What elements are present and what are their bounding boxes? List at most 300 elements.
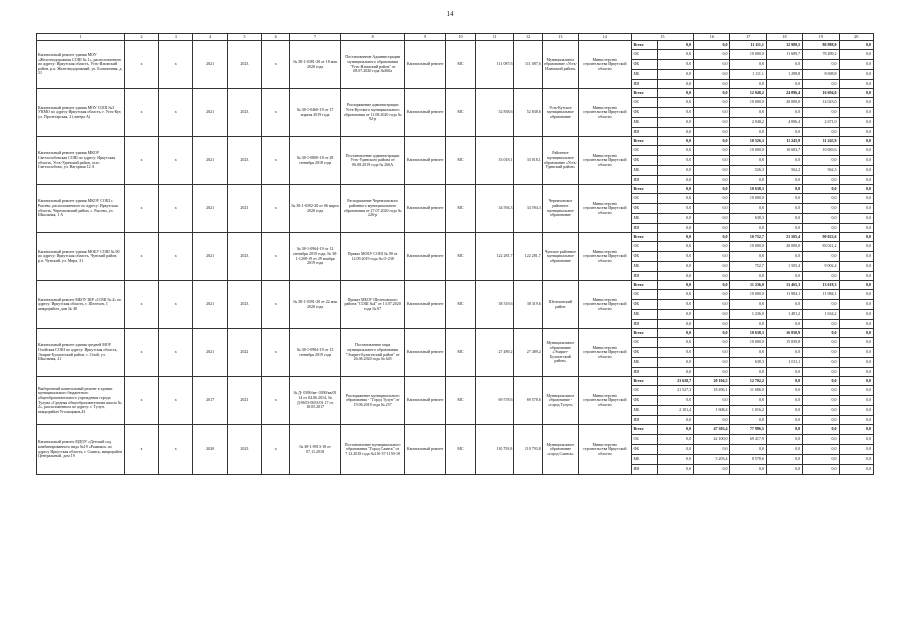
amount-cell: 0,0 [766,386,802,396]
amount-cell: 0,0 [839,396,873,406]
amount-cell: 0,0 [657,300,693,310]
funding-source-label: ОБ [631,290,657,300]
amount-cell: 2 671,0 [803,118,839,128]
project-c2-cell: x [124,377,158,425]
project-c12-cell: 110 793,8 [514,425,542,475]
amount-cell: 0,0 [839,252,873,262]
amount-cell: 0,0 [839,233,873,242]
project-c2-cell: x [124,281,158,329]
funding-source-label: МБ [631,70,657,80]
amount-cell: 0,0 [730,156,766,166]
table-row [37,233,874,242]
amount-cell: 638,3 [730,214,766,224]
funding-source-label: ОБ [631,242,657,252]
funding-source-label: ФБ [631,396,657,406]
project-c14-cell: Министерство строительства Иркутской области [579,137,632,185]
project-c7-cell: № 38-1-0913-18 от 07.11.2018 [290,425,340,475]
funding-source-label: ФБ [631,252,657,262]
project-c6-cell: x [262,329,290,377]
amount-cell: 0,0 [839,146,873,156]
amount-cell: 0,0 [730,60,766,70]
amount-cell: 0,0 [839,262,873,272]
amount-cell: 0,0 [694,156,730,166]
amount-cell: 0,0 [657,89,693,98]
amount-cell: 0,0 [657,118,693,128]
amount-cell: 0,0 [839,89,873,98]
project-c14-cell: Министерство строительства Иркутской области [579,41,632,89]
amount-cell: 11 984,1 [766,290,802,300]
amount-cell: 0,0 [730,396,766,406]
page-number: 14 [446,10,454,18]
amount-cell: 0,0 [803,272,839,281]
project-c8-cell: Приказ МБОУ Шелеховского района "СОШ №4" от 13.07.2020 года № 67 [340,281,405,329]
amount-cell: 0,0 [694,108,730,118]
amount-cell: 0,0 [839,300,873,310]
amount-cell: 78 289,2 [803,50,839,60]
header-row [37,34,874,41]
amount-cell: 77 996,5 [730,425,766,435]
amount-cell: 0,0 [730,368,766,377]
amount-cell: 14 023,0 [803,98,839,108]
amount-cell: 24 096,4 [766,89,802,98]
amount-cell: 0,0 [657,60,693,70]
amount-cell: 0,0 [730,445,766,455]
project-c14-cell: Министерство строительства Иркутской области [579,281,632,329]
funding-source-label: Всего [631,89,657,98]
amount-cell: 0,0 [839,338,873,348]
project-c5-cell: 2021 [227,377,261,425]
funding-source-label: ИИ [631,272,657,281]
amount-cell: 0,0 [766,252,802,262]
amount-cell: 0,0 [766,396,802,406]
amount-cell: 0,0 [730,80,766,89]
project-c2-cell: x [124,137,158,185]
project-c7-cell: № 38-1-0392-20 от 06 марта 2020 года [290,185,340,233]
amount-cell: 0,0 [657,465,693,475]
amount-cell: 0,0 [657,137,693,146]
amount-cell: 10 683,6 [803,146,839,156]
amount-cell: 0,0 [766,368,802,377]
amount-cell: 0,0 [694,80,730,89]
amount-cell: 0,0 [694,262,730,272]
amount-cell: 13 465,3 [766,281,802,290]
amount-cell: 0,0 [839,425,873,435]
project-c2-cell: x [124,89,158,137]
project-c14-cell: Министерство строительства Иркутской области [579,329,632,377]
amount-cell: 21 527,3 [657,386,693,396]
project-c12-cell: 27 489,2 [514,329,542,377]
amount-cell: 0,0 [839,60,873,70]
project-c13-cell: Усть-Кутское муниципальное образование [542,89,578,137]
amount-cell: 0,0 [766,406,802,416]
amount-cell: 0,0 [657,128,693,137]
amount-cell: 0,0 [657,108,693,118]
project-c2-cell: x [124,233,158,281]
amount-cell: 0,0 [803,80,839,89]
funding-source-label: Всего [631,233,657,242]
project-c5-cell: 2023 [227,425,261,475]
project-c11-cell: 38 319,6 [476,281,514,329]
amount-cell: 0,0 [694,89,730,98]
amount-cell: 0,0 [694,233,730,242]
amount-cell: 0,0 [803,60,839,70]
funding-source-label: Всего [631,329,657,338]
funding-source-label: ОБ [631,386,657,396]
amount-cell: 0,0 [730,320,766,329]
amount-cell: 0,0 [803,224,839,233]
amount-cell: 0,0 [766,194,802,204]
amount-cell: 0,0 [694,300,730,310]
amount-cell: 0,0 [694,204,730,214]
amount-cell: 0,0 [694,281,730,290]
amount-cell: 0,0 [803,416,839,425]
amount-cell: 562,3 [803,166,839,176]
project-c10-cell: МС [445,377,475,425]
amount-cell: 0,0 [766,108,802,118]
amount-cell: 638,3 [730,358,766,368]
amount-cell: 0,0 [657,396,693,406]
amount-cell: 0,0 [766,60,802,70]
amount-cell: 10 000,0 [730,338,766,348]
amount-cell: 0,0 [839,358,873,368]
project-c8-cell: Постановление мэра муниципального образования "Эхирит-Булагатский район" от 26.06.2020 года № 645 [340,329,405,377]
amount-cell: 0,0 [839,41,873,50]
project-c11-cell: 122 281,7 [476,233,514,281]
amount-cell: 0,0 [839,176,873,185]
funding-source-label: ОБ [631,146,657,156]
amount-cell: 0,0 [657,338,693,348]
project-c4-cell: 2021 [193,185,227,233]
amount-cell: 0,0 [839,156,873,166]
amount-cell: 11 689,7 [766,50,802,60]
project-c3-cell: x [159,89,193,137]
funding-source-label: ИИ [631,320,657,329]
amount-cell: 0,0 [730,128,766,137]
amount-cell: 12 988,5 [766,41,802,50]
amount-cell: 10 000,0 [730,290,766,300]
project-c10-cell: МС [445,41,475,89]
amount-cell: 0,0 [657,146,693,156]
amount-cell: 10 683,7 [766,146,802,156]
funding-source-label: МБ [631,310,657,320]
project-c13-cell: Районное муниципальное образование «Усть-Удинский район» [542,137,578,185]
amount-cell: 0,0 [839,406,873,416]
header-cell: 15 [631,34,694,41]
table-row [37,185,874,194]
amount-cell: 20 104,5 [694,377,730,386]
amount-cell: 0,0 [657,358,693,368]
project-c12-cell: 122 281,7 [514,233,542,281]
amount-cell: 0,0 [839,416,873,425]
project-description: Капитальный ремонт здания МКОУ Светлолобовская СОШ по адресу: Иркутская область, Усть-Удинский район, село Светлолобово, ул. Нагорная 12 А [37,137,125,185]
table-row [37,89,874,98]
header-cell: 6 [262,34,290,41]
project-c2-cell: x [124,41,158,89]
project-c6-cell: x [262,185,290,233]
amount-cell: 0,0 [694,465,730,475]
amount-cell: 0,0 [766,272,802,281]
project-c4-cell: 2017 [193,377,227,425]
project-c3-cell: x [159,281,193,329]
amount-cell: 0,0 [657,281,693,290]
project-c14-cell: Министерство строительства Иркутской области [579,233,632,281]
amount-cell: 0,0 [803,204,839,214]
project-c9-cell: Капитальный ремонт [405,377,445,425]
amount-cell: 0,0 [730,416,766,425]
project-c4-cell: 2021 [193,329,227,377]
amount-cell: 752,7 [730,262,766,272]
amount-cell: 0,0 [657,70,693,80]
amount-cell: 10 752,7 [730,233,766,242]
amount-cell: 0,0 [657,455,693,465]
project-c7-cell: № 38-1-0800-18 от 28 сентября 2018 года [290,137,340,185]
amount-cell: 0,0 [694,358,730,368]
amount-cell: 0,0 [657,290,693,300]
amount-cell: 2 101,4 [657,406,693,416]
amount-cell: 0,0 [803,425,839,435]
project-c8-cell: Постановление администрации Усть-Удинского района от 06.08.2019 года № 266А [340,137,405,185]
amount-cell: 0,0 [694,50,730,60]
funding-source-label: ФБ [631,348,657,358]
amount-cell: 8 698,8 [803,70,839,80]
amount-cell: 0,0 [766,185,802,194]
project-c11-cell: 34 594,3 [476,185,514,233]
amount-cell: 42 100,0 [694,435,730,445]
amount-cell: 0,0 [766,435,802,445]
project-c13-cell: Муниципальное образование - «город Тулун» [542,377,578,425]
amount-cell: 10 000,0 [730,98,766,108]
project-c12-cell: 34 594,3 [514,185,542,233]
project-c3-cell: x [159,41,193,89]
project-c11-cell: 52 838,6 [476,89,514,137]
amount-cell: 0,0 [694,368,730,377]
amount-cell: 0,0 [803,108,839,118]
project-c10-cell: МС [445,185,475,233]
amount-cell: 8 578,6 [730,455,766,465]
amount-cell: 12 702,2 [730,377,766,386]
project-c3-cell: x [159,329,193,377]
amount-cell: 0,0 [839,80,873,89]
header-cell: 20 [839,34,873,41]
amount-cell: 11 245,9 [803,137,839,146]
amount-cell: 0,0 [694,214,730,224]
project-c7-cell: № 38-1-0964-19 от 12 сентября 2019 года, № 38-1-1208-19 от 29 ноября 2019 года [290,233,340,281]
amount-cell: 0,0 [839,320,873,329]
table-row [37,41,874,50]
project-c14-cell: Министерство строительства Иркутской области [579,377,632,425]
amount-cell: 0,0 [694,194,730,204]
funding-source-label: Всего [631,425,657,435]
project-c14-cell: Министерство строительства Иркутской области [579,425,632,475]
funding-source-label: Всего [631,137,657,146]
amount-cell: 0,0 [766,320,802,329]
amount-cell: 0,0 [839,455,873,465]
project-c4-cell: 2021 [193,41,227,89]
amount-cell: 11 245,9 [766,137,802,146]
amount-cell: 1 011,1 [766,358,802,368]
amount-cell: 0,0 [839,98,873,108]
project-c11-cell: 33 018,1 [476,137,514,185]
amount-cell: 1 505,4 [766,262,802,272]
amount-cell: 0,0 [694,242,730,252]
amount-cell: 0,0 [803,128,839,137]
amount-cell: 12 048,2 [730,89,766,98]
amount-cell: 0,0 [839,435,873,445]
header-cell: 4 [193,34,227,41]
amount-cell: 11 984,1 [803,290,839,300]
amount-cell: 526,3 [730,166,766,176]
amount-cell: 5 203,4 [694,455,730,465]
project-c9-cell: Капитальный ремонт [405,329,445,377]
project-c9-cell: Капитальный ремонт [405,425,445,475]
amount-cell: 23 628,7 [657,377,693,386]
funding-source-label: Всего [631,41,657,50]
amount-cell: 0,0 [839,465,873,475]
amount-cell: 0,0 [694,146,730,156]
amount-cell: 0,0 [803,377,839,386]
funding-source-label: ОБ [631,50,657,60]
amount-cell: 0,0 [730,108,766,118]
amount-cell: 0,0 [657,41,693,50]
project-c3-cell: x [159,185,193,233]
project-c9-cell: Капитальный ремонт [405,185,445,233]
amount-cell: 0,0 [657,233,693,242]
project-c7-cell: № 38-1-0460-19 от 17 апреля 2019 года [290,89,340,137]
funding-source-label: ФБ [631,156,657,166]
amount-cell: 0,0 [839,194,873,204]
project-c5-cell: 2023 [227,281,261,329]
amount-cell: 10 000,0 [730,194,766,204]
funding-source-label: ИИ [631,465,657,475]
project-c8-cell: Распоряжение муниципального образования - "Город Тулун" от 19.06.2018 года № 257 [340,377,405,425]
project-c12-cell: 33 018,1 [514,137,542,185]
amount-cell: 0,0 [803,338,839,348]
amount-cell: 0,0 [657,416,693,425]
amount-cell: 0,0 [730,252,766,262]
header-cell: 12 [514,34,542,41]
project-c9-cell: Капитальный ремонт [405,89,445,137]
project-c5-cell: 2023 [227,137,261,185]
project-c8-cell: Распоряжение администрации Усть-Кутского муниципального образования от 11.08.2020 года № 92-р [340,89,405,137]
funding-source-label: Всего [631,185,657,194]
amount-cell: 0,0 [694,252,730,262]
amount-cell: 18 496,1 [694,386,730,396]
amount-cell: 0,0 [766,348,802,358]
amount-cell: 0,0 [694,310,730,320]
amount-cell: 10 000,0 [730,242,766,252]
funding-source-label: ОБ [631,194,657,204]
amount-cell: 0,0 [839,204,873,214]
amount-cell: 0,0 [839,281,873,290]
amount-cell: 0,0 [803,185,839,194]
amount-cell: 10 638,3 [730,185,766,194]
amount-cell: 0,0 [657,242,693,252]
amount-cell: 0,0 [803,386,839,396]
amount-cell: 0,0 [803,156,839,166]
amount-cell: 0,0 [657,320,693,329]
amount-cell: 0,0 [694,290,730,300]
amount-cell: 11 686,0 [730,386,766,396]
project-c6-cell: x [262,377,290,425]
project-c8-cell: Постановление муниципального образования "Город Саянск" от 7.12.2018 года №110-37-1150-18 [340,425,405,475]
project-c8-cell: Распоряжение Черемховского районного муниципального образования от 27.07.2020 года № 226-р [340,185,405,233]
amount-cell: 0,0 [803,194,839,204]
funding-source-label: Всего [631,281,657,290]
project-c7-cell: № 38-1-0381-20 от 18 мая 2020 года [290,41,340,89]
amount-cell: 69 417,9 [730,435,766,445]
amount-cell: 15 839,8 [766,338,802,348]
amount-cell: 0,0 [694,176,730,185]
amount-cell: 0,0 [657,156,693,166]
amount-cell: 1 016,2 [730,406,766,416]
funding-source-label: ОБ [631,98,657,108]
amount-cell: 0,0 [694,396,730,406]
amount-cell: 1 481,2 [766,310,802,320]
amount-cell: 83 021,2 [803,242,839,252]
project-c5-cell: 2022 [227,329,261,377]
header-cell: 14 [579,34,632,41]
project-c10-cell: МС [445,137,475,185]
project-c13-cell: Шелеховский район [542,281,578,329]
amount-cell: 0,0 [694,445,730,455]
amount-cell: 0,0 [657,50,693,60]
amount-cell: 10 526,3 [730,137,766,146]
amount-cell: 1 298,8 [766,70,802,80]
funding-source-label: ФБ [631,204,657,214]
amount-cell: 0,0 [803,358,839,368]
amount-cell: 0,0 [694,70,730,80]
amount-cell: 0,0 [766,156,802,166]
project-c10-cell: МС [445,233,475,281]
project-c4-cell: 2021 [193,281,227,329]
amount-cell: 0,0 [766,128,802,137]
project-c4-cell: 2021 [193,233,227,281]
amount-cell: 0,0 [766,80,802,89]
amount-cell: 0,0 [839,50,873,60]
project-c12-cell: 52 838,6 [514,89,542,137]
amount-cell: 0,0 [839,329,873,338]
amount-cell: 0,0 [766,425,802,435]
amount-cell: 1 634,2 [803,310,839,320]
funding-source-label: ИИ [631,176,657,185]
amount-cell: 16 850,9 [766,329,802,338]
amount-cell: 0,0 [657,368,693,377]
amount-cell: 0,0 [766,224,802,233]
header-cell: 5 [227,34,261,41]
project-description: Капитальный ремонт здания МОБУ СОШ № 90 по адресу: Иркутская область, Чунский район, р.п. Чунский, ул. Мира, 31 [37,233,125,281]
project-c13-cell: Муниципальное образование «город Саянск» [542,425,578,475]
project-c11-cell: 110 793,8 [476,425,514,475]
amount-cell: 0,0 [730,176,766,185]
amount-cell: 0,0 [839,128,873,137]
amount-cell: 0,0 [694,416,730,425]
funding-source-label: Всего [631,377,657,386]
funding-source-label: МБ [631,214,657,224]
amount-cell: 0,0 [766,176,802,185]
table-row [37,425,874,435]
amount-cell: 0,0 [694,60,730,70]
funding-source-label: МБ [631,166,657,176]
amount-cell: 47 303,4 [694,425,730,435]
amount-cell: 0,0 [803,435,839,445]
project-description: Капитальный ремонт здания МКОУ СОШ с. Рысево, расположенного по адресу: Иркутская область, Черемховский район, с. Рысево, ул. Школьная, 1 А [37,185,125,233]
amount-cell: 0,0 [766,455,802,465]
amount-cell: 2 048,2 [730,118,766,128]
amount-cell: 0,0 [803,320,839,329]
amount-cell: 0,0 [839,290,873,300]
project-c9-cell: Капитальный ремонт [405,233,445,281]
amount-cell: 0,0 [803,176,839,185]
